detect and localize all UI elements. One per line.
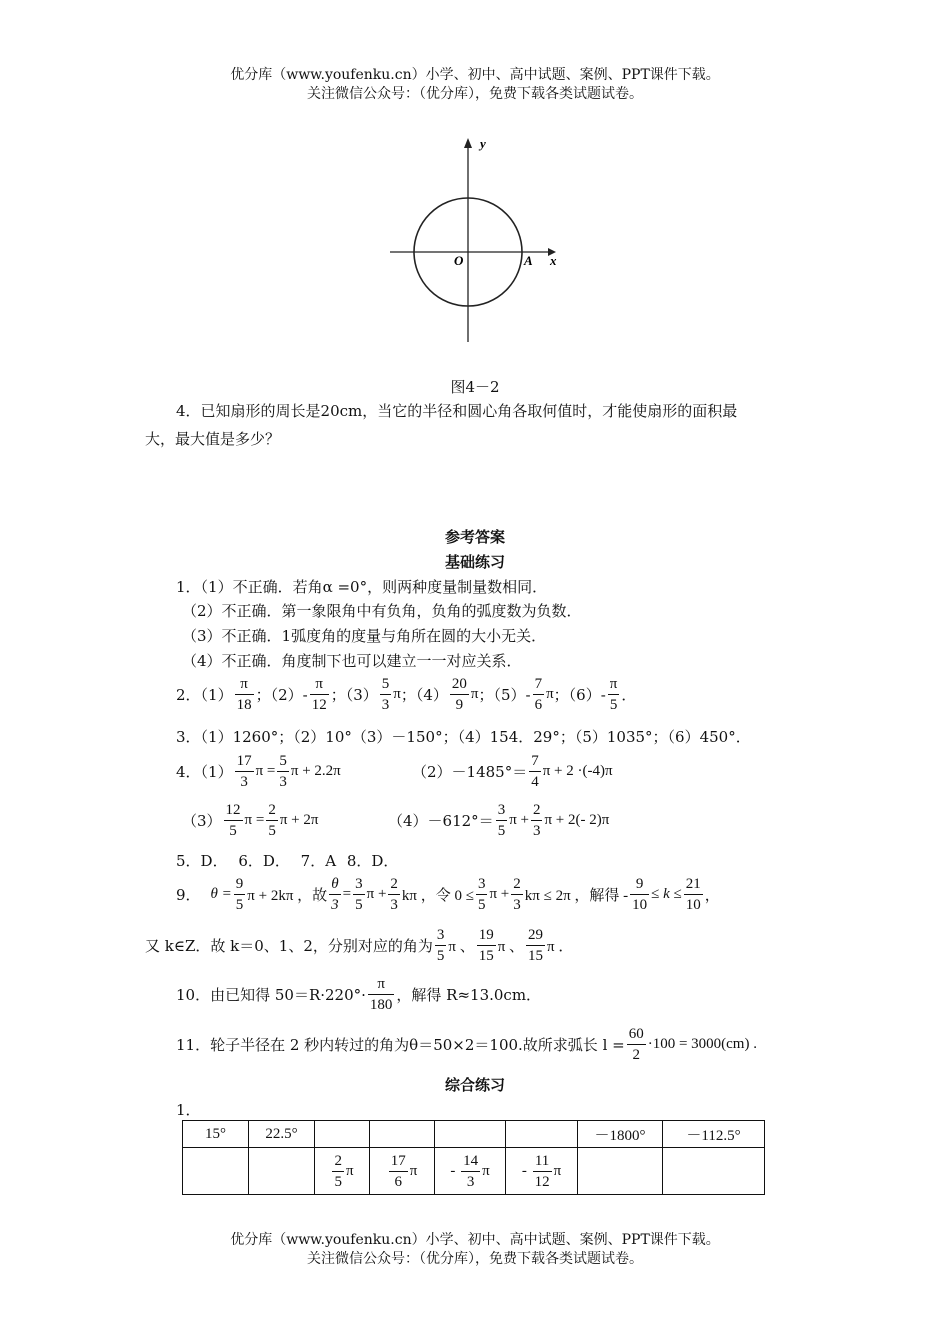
basic-practice-title: 基础练习: [444, 553, 505, 571]
answer-9-line-1: 9． θ = $\frac{9}{5}$ π + 2kπ ，故 $\frac{\theta}{3}$ = $\frac{3}{5}$ π + $\frac{2}{3}$ kπ ，令 0 ≤ $\frac{3}{5}$ π + $\frac{2}{3}$ kπ ≤ 2π ，解得 - $\frac{9}{10}$ ≤ k ≤ $\frac{21}{10}$ ，: [176, 876, 720, 913]
question-4-line-2: 大，最大值是多少？: [145, 430, 281, 448]
table-cell: [578, 1148, 663, 1195]
answers-5-to-8: 5．D． 6．D． 7．A 8．D．: [176, 852, 399, 870]
question-4-line-1: 4．已知扇形的周长是20cm，当它的半径和圆心角各取何值时，才能使扇形的面积最: [176, 402, 738, 420]
y-label: y: [480, 136, 486, 151]
answer-1-line-3: （3）不正确．1弧度角的度量与角所在圆的大小无关．: [182, 627, 547, 645]
answer-1-line-1: 1．（1）不正确．若角α =0°，则两种度量制量数相同．: [176, 578, 548, 596]
answer-4-part-3: （3） $\frac{12}{5}$ π = $\frac{2}{5}$ π + 2π: [182, 802, 319, 839]
answer-11: 11．轮子半径在 2 秒内转过的角为θ＝50×2＝100.故所求弧长 l = $\frac{60}{2}$ ·100 = 3000(cm) .: [176, 1026, 757, 1063]
fraction: $\frac{\pi}{12}$: [311, 676, 327, 713]
fraction: $\frac{19}{15}$: [478, 927, 494, 964]
fraction: $\frac{\pi}{180}$: [369, 976, 393, 1013]
fraction: $\frac{5}{3}$: [381, 676, 390, 713]
coordinate-figure: [380, 130, 580, 355]
answer-10: 10．由已知得 50＝R·220°· $\frac{\pi}{180}$ ，解得 R≈13.0cm．: [176, 976, 542, 1013]
header-line-2: 关注微信公众号：（优分库），免费下载各类试题试卷。: [307, 86, 643, 102]
table-row: [183, 1148, 765, 1195]
answer-1-line-2: （2）不正确．第一象限角中有负角，负角的弧度数为负数．: [182, 602, 582, 620]
table-cell: $\frac{2}{5}$ π: [315, 1148, 370, 1195]
fraction: $\frac{12}{5}$: [225, 802, 241, 839]
table-cell: [663, 1148, 765, 1195]
fraction: $\frac{9}{5}$: [235, 876, 244, 913]
answer-4-part-4: （4）－612°＝ $\frac{3}{5}$ π + $\frac{2}{3}$ π + 2(- 2)π: [388, 802, 610, 839]
answers-title: 参考答案: [444, 528, 505, 546]
table-cell: －112.5°: [663, 1121, 765, 1148]
table-cell: [315, 1121, 370, 1148]
fraction: $\frac{9}{10}$: [632, 876, 648, 913]
fraction: $\frac{\pi}{18}$: [236, 676, 252, 713]
fraction: $\frac{7}{6}$: [534, 676, 543, 713]
point-a-label: A: [524, 253, 533, 268]
fraction: $\frac{3}{5}$: [355, 876, 363, 913]
fraction: $\frac{2}{3}$: [513, 876, 521, 913]
table-cell: [249, 1148, 315, 1195]
figure-caption: 图4－2: [450, 378, 500, 396]
answer-table: [182, 1120, 765, 1195]
fraction: $\frac{3}{5}$: [477, 876, 486, 913]
answer-2: 2．（1） $\frac{\pi}{18}$ ；（2）- $\frac{\pi}{12}$ ；（3） $\frac{5}{3}$ π ；（4） $\frac{20}{9}$ π ；（5）- $\frac{7}{6}$ π ；（6）- $\frac{\pi}{5}$ ．: [176, 676, 637, 713]
fraction: $\frac{29}{15}$: [528, 927, 544, 964]
fraction: $\frac{7}{4}$: [531, 753, 539, 790]
fraction: $\frac{2}{3}$: [532, 802, 541, 839]
table-cell: [370, 1121, 435, 1148]
table-cell: －1800°: [578, 1121, 663, 1148]
answer-9-line-2: 又 k∈Z．故 k＝0、1、2，分别对应的角为 $\frac{3}{5}$ π 、 $\frac{19}{15}$ π 、 $\frac{29}{15}$ π ．: [145, 927, 574, 964]
origin-label: O: [454, 253, 464, 268]
table-cell: 15°: [183, 1121, 249, 1148]
header-line-1: 优分库（www.youfenku.cn）小学、初中、高中试题、案例、PPT课件下载。: [230, 67, 720, 83]
table-cell: [183, 1148, 249, 1195]
fraction: $\frac{3}{5}$: [497, 802, 506, 839]
footer-line-2: 关注微信公众号：（优分库），免费下载各类试题试卷。: [307, 1251, 643, 1267]
fraction: $\frac{60}{2}$: [628, 1026, 644, 1063]
table-row: [183, 1121, 765, 1148]
fraction: $\frac{\theta}{3}$: [331, 876, 339, 913]
x-label: x: [550, 253, 557, 268]
table-cell: [435, 1121, 506, 1148]
y-axis-arrow-icon: [464, 138, 472, 148]
table-cell: - $\frac{11}{12}$ π: [506, 1148, 578, 1195]
fraction: $\frac{2}{3}$: [390, 876, 398, 913]
fraction: $\frac{20}{9}$: [451, 676, 467, 713]
comprehensive-practice-title: 综合练习: [444, 1076, 505, 1094]
fraction: $\frac{21}{10}$: [685, 876, 701, 913]
fraction: $\frac{3}{5}$: [436, 927, 445, 964]
fraction: $\frac{5}{3}$: [279, 753, 287, 790]
footer-line-1: 优分库（www.youfenku.cn）小学、初中、高中试题、案例、PPT课件下载。: [230, 1232, 720, 1248]
answer-4-part-1: 4．（1） $\frac{17}{3}$ π = $\frac{5}{3}$ π + 2.2π: [176, 753, 341, 790]
fraction: $\frac{17}{3}$: [236, 753, 252, 790]
answer-3: 3．（1）1260°；（2）10°（3）－150°；（4）154．29°；（5）1035°；（6）450°．: [176, 728, 751, 746]
table-cell: 22.5°: [249, 1121, 315, 1148]
answer-4-part-2: （2）－1485°＝ $\frac{7}{4}$ π + 2 ·(-4)π: [412, 753, 613, 790]
table-cell: [506, 1121, 578, 1148]
comprehensive-question-1: 1．: [176, 1101, 201, 1119]
answer-1-line-4: （4）不正确．角度制下也可以建立一一对应关系．: [182, 652, 522, 670]
fraction: $\frac{\pi}{5}$: [609, 676, 618, 713]
table-cell: - $\frac{14}{3}$ π: [435, 1148, 506, 1195]
fraction: $\frac{2}{5}$: [268, 802, 276, 839]
table-cell: $\frac{17}{6}$ π: [370, 1148, 435, 1195]
